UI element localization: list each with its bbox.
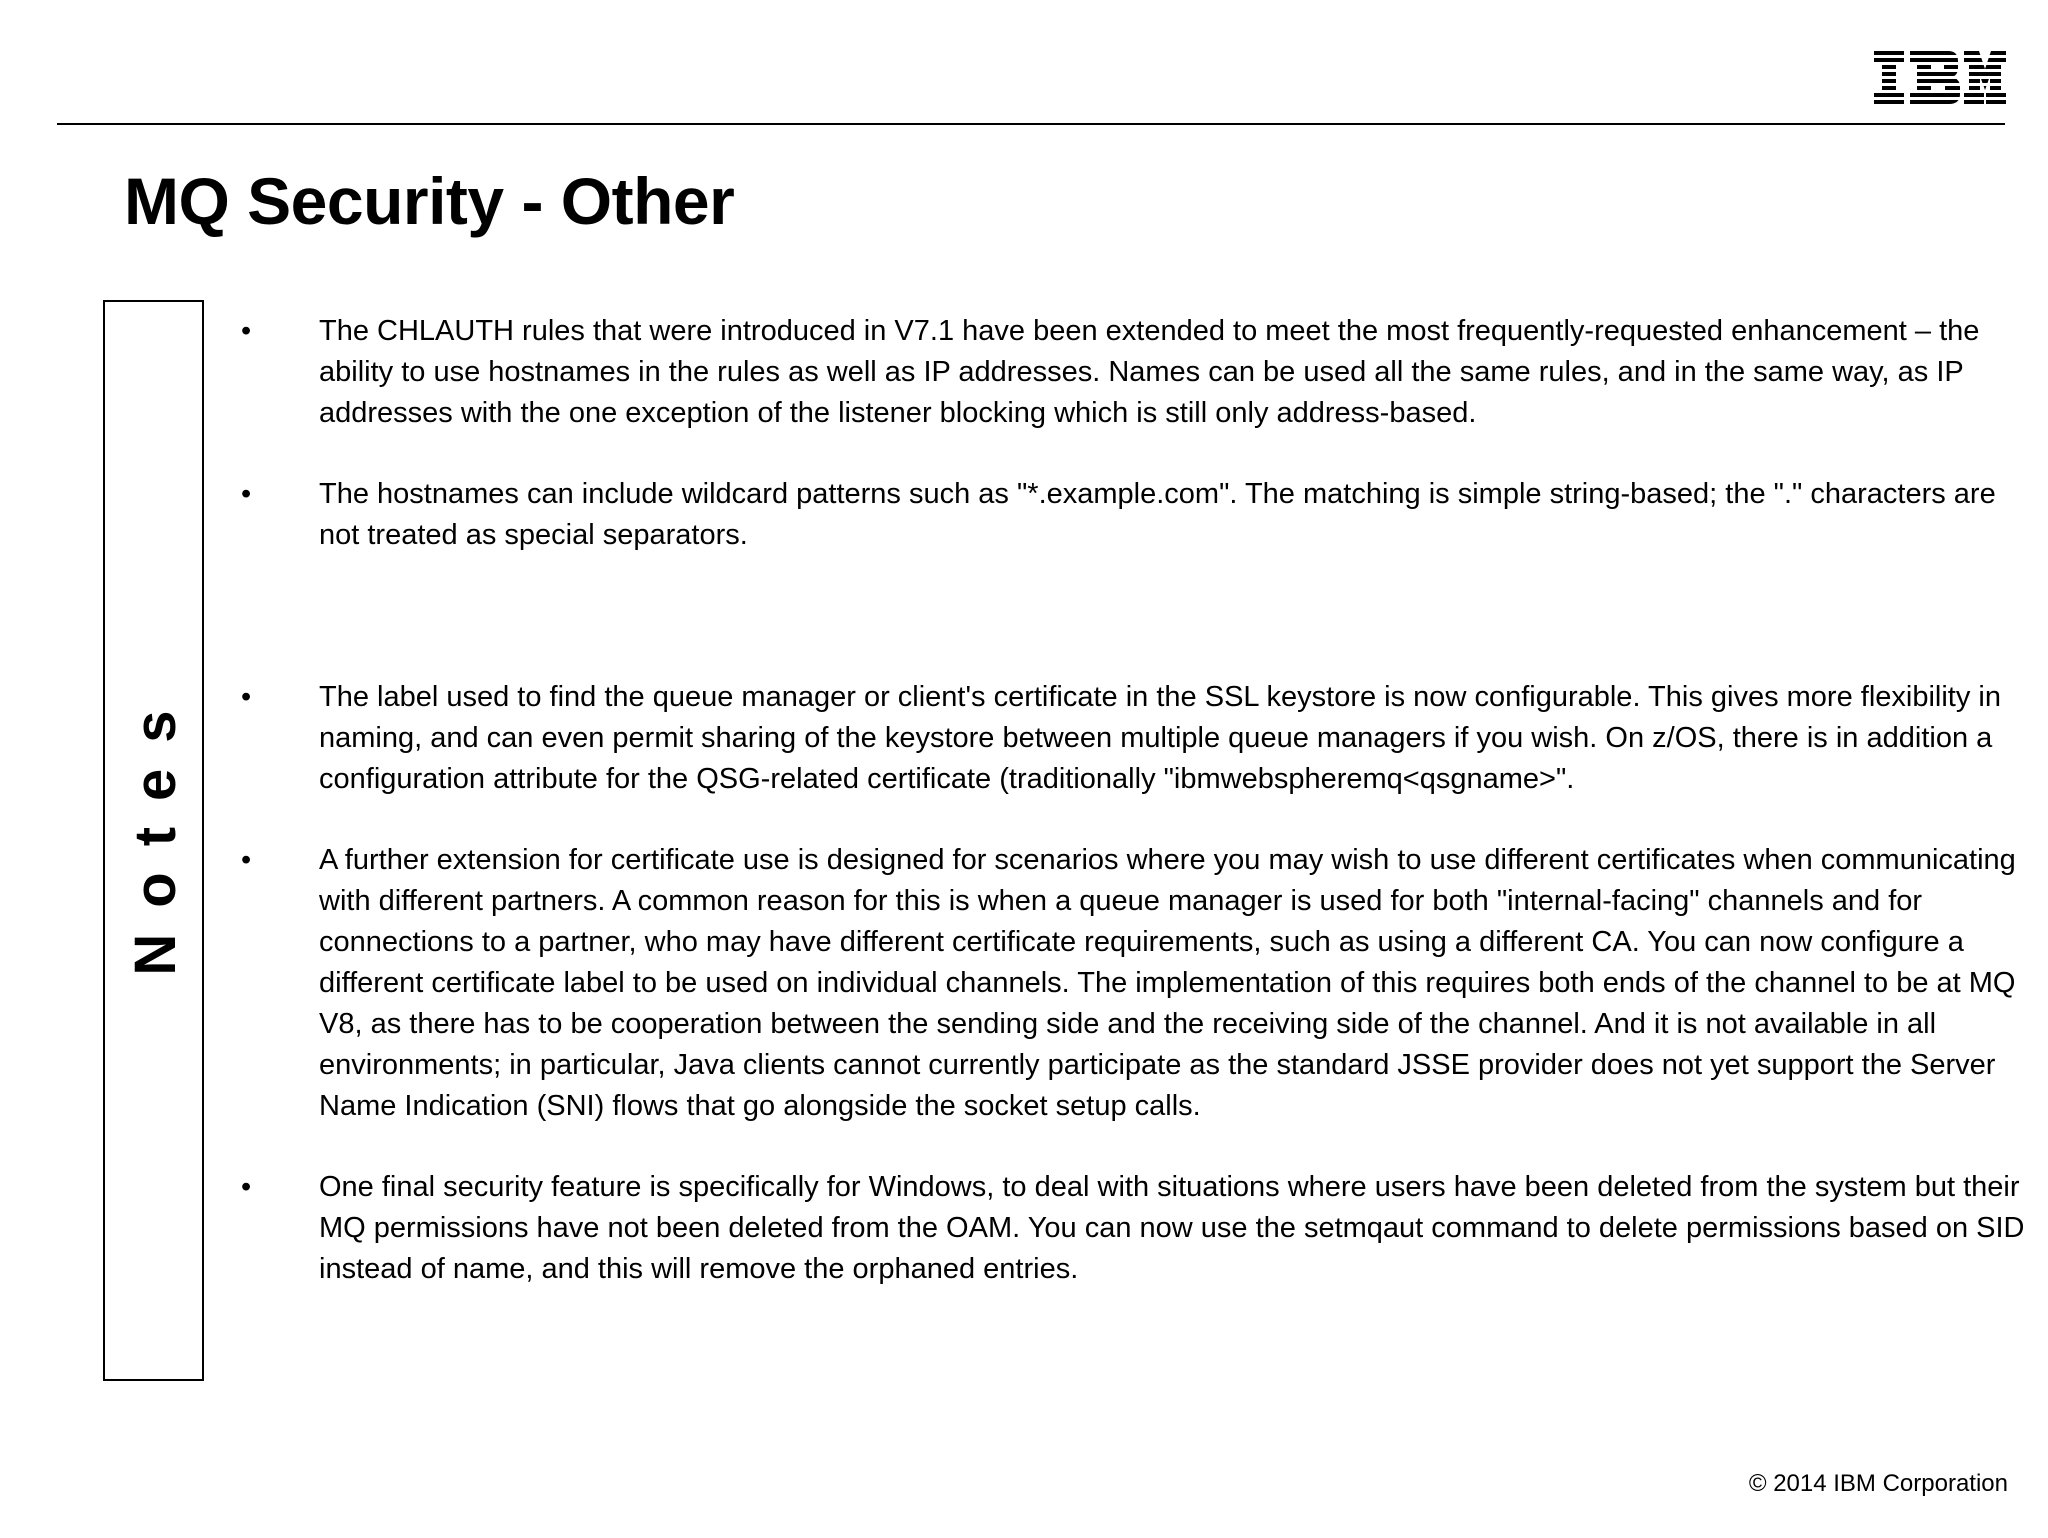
bullet-item — [237, 311, 1980, 434]
bullet-item — [237, 474, 1996, 556]
bullet-marker: • — [241, 315, 252, 347]
notes-side-label: Notes — [122, 684, 188, 976]
notes-side-panel — [103, 300, 204, 1381]
bullet-text: The CHLAUTH rules that were introduced in V7.1 have been extended to meet the most frequently-requested enhancement – the ability to use hostnames in the rules as well as IP addresses. Names can be used all the same rules, and in the same way, as IP addresses with the one exception of the listener blocking which is still only address-based. — [319, 315, 1980, 429]
bullet-text: The label used to find the queue manager or client's certificate in the SSL keystore is now configurable. This gives more flexibility in naming, and can even permit sharing of the keystore between multiple queue managers if you wish. On z/OS, there is in addition a configuration attribute for the QSG-related certificate (traditionally "ibmwebspheremq<qsgname>". — [319, 681, 2001, 795]
bullet-text: One final security feature is specifically for Windows, to deal with situations where users have been deleted from the system but their MQ permissions have not been deleted from the OAM. You can now use the setmqaut command to delete permissions based on SID instead of name, and this will remove the orphaned entries. — [319, 1171, 2025, 1285]
slide-title: MQ Security - Other — [124, 164, 735, 238]
ibm-logo-icon — [1874, 51, 2006, 106]
header-rule — [57, 123, 2005, 125]
bullet-marker: • — [241, 1171, 252, 1203]
bullet-marker: • — [241, 478, 252, 510]
notes-bullet-list — [237, 311, 2025, 1290]
bullet-item — [237, 840, 2016, 1127]
bullet-text: The hostnames can include wildcard patterns such as "*.example.com". The matching is simple string-based; the "." characters are not treated as special separators. — [319, 478, 1996, 551]
bullet-item — [237, 1167, 2025, 1290]
bullet-text: A further extension for certificate use is designed for scenarios where you may wish to use different certificates when communicating with different partners. A common reason for this is when a queue manager is used for both "internal-facing" channels and for connections to a partner, who may have different certificate requirements, such as using a different CA. You can now configure a different certificate label to be used on individual channels. The implementation of this requires both ends of the channel to be at MQ V8, as there has to be cooperation between the sending side and the receiving side of the channel. And it is not available in all environments; in particular, Java clients cannot currently participate as the standard JSSE provider does not yet support the Server Name Indication (SNI) flows that go alongside the socket setup calls. — [319, 844, 2016, 1122]
bullet-marker: • — [241, 844, 252, 876]
copyright-footer: © 2014 IBM Corporation — [1748, 1470, 2008, 1497]
bullet-marker: • — [241, 681, 252, 713]
bullet-item — [237, 677, 2001, 800]
